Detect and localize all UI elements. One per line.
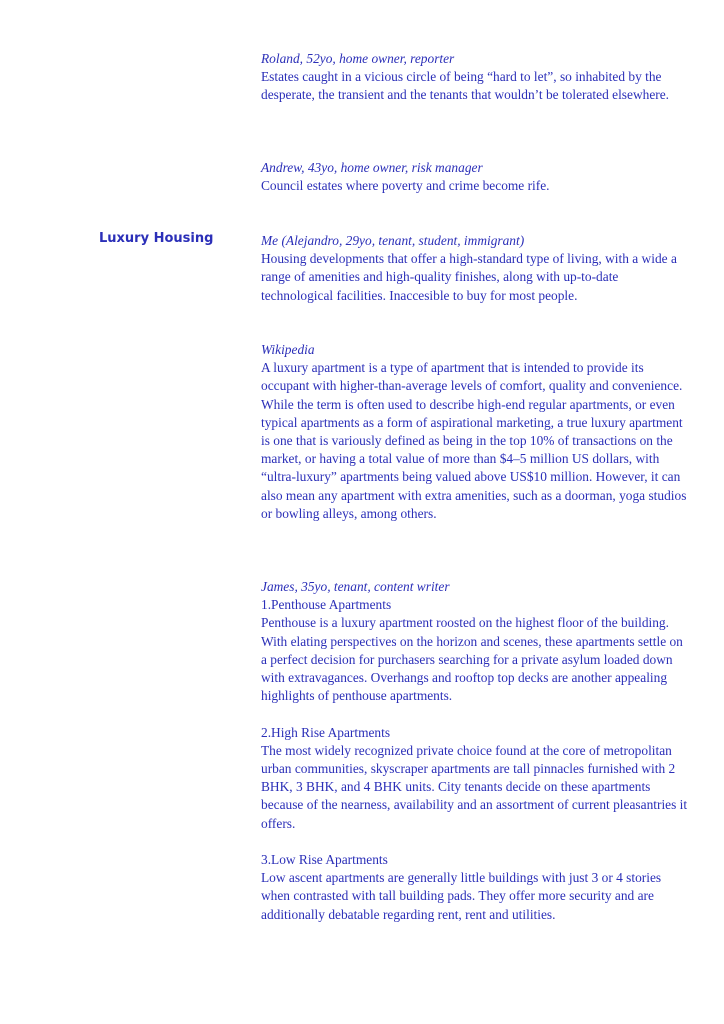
penthouse-heading: 1.Penthouse Apartments (261, 597, 392, 613)
wikipedia-block (261, 341, 689, 523)
james-block (261, 578, 689, 924)
me-attribution: Me (Alejandro, 29yo, tenant, student, immigrant) (261, 233, 525, 248)
me-text: Housing developments that offer a high-standard type of living, with a wide a range of amenities and high-quality finishes, along with up-to-date technological facilities. Inaccesible to buy for most people. (261, 251, 677, 303)
andrew-attribution: Andrew, 43yo, home owner, risk manager (261, 160, 483, 175)
spacer (261, 833, 689, 851)
andrew-block (261, 159, 689, 195)
high-rise-text: The most widely recognized private choice found at the core of metropolitan urban communities, skyscraper apartments are tall pinnacles furnished with 2 BHK, 3 BHK, and 4 BHK units. City tenants decide on these apartments because of the nearness, availability and an assortment of current pleasantries it offers. (261, 742, 688, 831)
low-rise-text: Low ascent apartments are generally little buildings with just 3 or 4 stories when contrasted with tall building pads. They offer more security and are additionally debatable regarding rent, rent and utilities. (261, 870, 662, 922)
wikipedia-attribution: Wikipedia (261, 342, 315, 357)
andrew-text: Council estates where poverty and crime become rife. (261, 178, 550, 194)
roland-block (261, 50, 689, 105)
me-block (261, 232, 689, 305)
penthouse-text: Penthouse is a luxury apartment roosted on the highest floor of the building. With elating perspectives on the horizon and scenes, these apartments settle on a perfect decision for purchasers searching for a private asylum loaded down with extravagances. Overhangs and rooftop top decks are another appealing highlights of penthouse apartments. (261, 615, 683, 704)
wikipedia-text: A luxury apartment is a type of apartment that is intended to provide its occupant with higher-than-average levels of comfort, quality and convenience. While the term is often used to describe high-end regular apartments, or even typical apartments as a form of aspirational marketing, a true luxury apartment is one that is variously defined as being in the top 10% of transactions on the market, or having a total value of more than $4–5 million US dollars, with “ultra-luxury” apartments being valued above US$10 million. However, it can also mean any apartment with extra amenities, such as a doorman, yoga studios or bowling alleys, among others. (261, 360, 687, 521)
high-rise-heading: 2.High Rise Apartments (261, 724, 391, 740)
roland-text: Estates caught in a vicious circle of being “hard to let”, so inhabited by the desperate, the transient and the tenants that wouldn’t be tolerated elsewhere. (261, 69, 670, 103)
james-attribution: James, 35yo, tenant, content writer (261, 579, 450, 594)
section-label-luxury-housing: Luxury Housing (99, 231, 214, 246)
roland-attribution: Roland, 52yo, home owner, reporter (261, 51, 455, 66)
spacer (261, 705, 689, 723)
low-rise-heading: 3.Low Rise Apartments (261, 852, 388, 868)
